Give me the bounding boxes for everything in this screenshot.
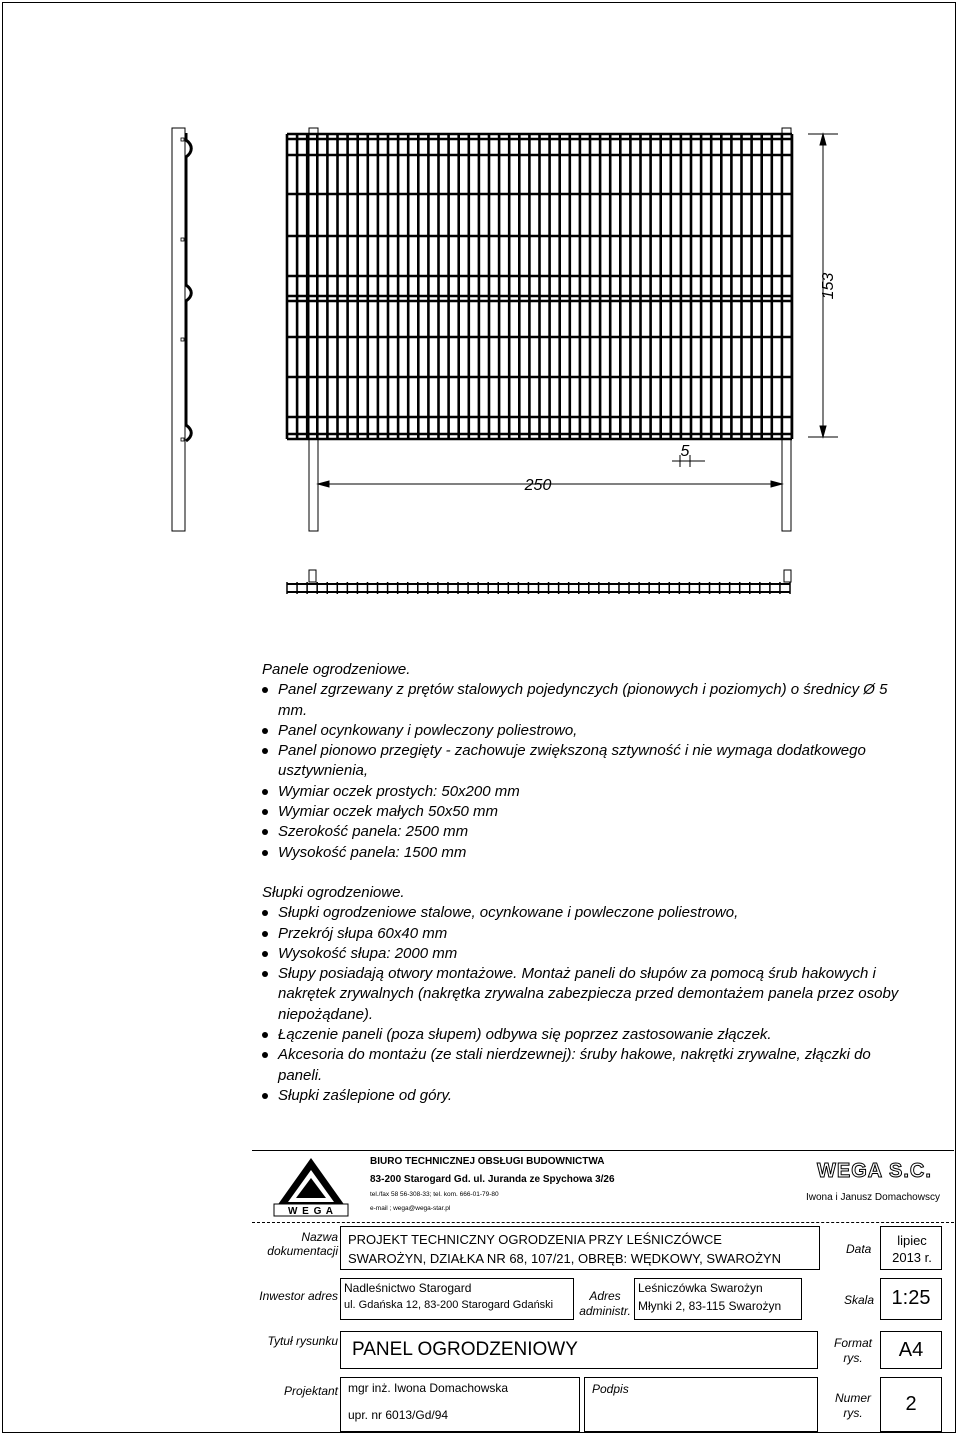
format-label: Format rys. [833, 1336, 872, 1365]
office-name: BIURO TECHNICZNEJ OBSŁUGI BUDOWNICTWA [370, 1156, 605, 1167]
posts-item: Słupki ogrodzeniowe stalowe, ocynkowane i powleczone poliestrowo, [262, 903, 902, 923]
panels-item: Wysokość panela: 1500 mm [262, 843, 902, 863]
number-value: 2 [905, 1393, 917, 1415]
scale-value: 1:25 [891, 1287, 931, 1309]
office-address: 83-200 Starogard Gd. ul. Juranda ze Spychowa 3/26 [370, 1174, 615, 1185]
signature-box [584, 1377, 818, 1432]
drawing-title: PANEL OGRODZENIOWY [352, 1339, 578, 1360]
title-label: Tytuł rysunku [267, 1334, 338, 1348]
brand-logo: WEGA S.C. [817, 1160, 932, 1182]
designer-license: upr. nr 6013/Gd/94 [348, 1408, 449, 1422]
panels-item: Szerokość panela: 2500 mm [262, 822, 902, 842]
panel-mesh [287, 134, 792, 439]
mesh-dimension-label: 5 [680, 443, 690, 460]
panel-drawing [0, 0, 960, 640]
panels-list [262, 680, 902, 863]
posts-heading: Słupki ogrodzeniowe. [262, 883, 405, 901]
svg-text:W E G A: W E G A [287, 1206, 335, 1217]
designer-label: Projektant [283, 1384, 338, 1398]
width-dimension-label: 250 [524, 477, 552, 494]
date-label: Data [846, 1242, 872, 1256]
scale-label: Skala [844, 1293, 875, 1307]
height-dimension-label: 153 [820, 272, 837, 300]
investor-label: Inwestor adres [259, 1289, 338, 1303]
side-post [172, 128, 185, 531]
panels-item: Wymiar oczek małych 50x50 mm [262, 802, 902, 822]
owners: Iwona i Janusz Domachowscy [806, 1192, 940, 1203]
specification-text [262, 660, 902, 1106]
number-label: Numer rys. [834, 1391, 871, 1420]
plan-view [287, 570, 791, 594]
posts-item: Przekrój słupa 60x40 mm [262, 924, 902, 944]
posts-item: Łączenie paneli (poza słupem) odbywa się poprzez zastosowanie złączek. [262, 1025, 902, 1045]
posts-list [262, 903, 902, 1106]
panels-item: Wymiar oczek prostych: 50x200 mm [262, 782, 902, 802]
doc-name-line2: SWAROŻYN, DZIAŁKA NR 68, 107/21, OBRĘB: WĘDKOWY, SWAROŻYN [348, 1251, 781, 1266]
investor-name: Nadleśnictwo Starogard [344, 1281, 472, 1295]
panels-item: Panel pionowo przegięty - zachowuje zwiększoną sztywność i nie wymaga dodatkowego usztywnienia, [262, 741, 902, 782]
wega-logo [272, 1156, 350, 1218]
doc-name-label: Nazwa dokumentacji [267, 1230, 338, 1258]
admin-address: Młynki 2, 83-115 Swarożyn [638, 1299, 782, 1313]
office-email: e-mail ; wega@wega-star.pl [370, 1205, 451, 1212]
signature-label: Podpis [592, 1382, 629, 1396]
title-block [252, 1150, 954, 1434]
investor-address: ul. Gdańska 12, 83-200 Starogard Gdański [344, 1299, 554, 1311]
designer-name: mgr inż. Iwona Domachowska [348, 1381, 509, 1395]
side-view [172, 128, 191, 531]
posts-item: Wysokość słupa: 2000 mm [262, 944, 902, 964]
side-panel-profile [186, 133, 191, 441]
format-value: A4 [898, 1339, 924, 1361]
panels-heading: Panele ogrodzeniowe. [262, 661, 411, 678]
date-value: lipiec 2013 r. [892, 1233, 932, 1265]
posts-item: Słupki zaślepione od góry. [262, 1086, 902, 1106]
posts-item: Słupy posiadają otwory montażowe. Montaż paneli do słupów za pomocą śrub hakowych i nakrętek zrywalnych (nakrętka zrywalna zabezpiecza przed demontażem panela przez osoby niepożądane). [262, 964, 902, 1025]
right-post [782, 128, 791, 531]
panels-item: Panel zgrzewany z prętów stalowych pojedynczych (pionowych i poziomych) o średnicy Ø 5 mm. [262, 680, 902, 721]
panels-item: Panel ocynkowany i powleczony poliestrowo, [262, 721, 902, 741]
office-phone: tel./fax 58 56-308-33; tel. kom. 666-01-79-80 [370, 1191, 499, 1198]
doc-name-line1: PROJEKT TECHNICZNY OGRODZENIA PRZY LEŚNICZÓWCE [348, 1232, 722, 1247]
admin-label: Adres administr. [579, 1289, 631, 1318]
admin-name: Leśniczówka Swarożyn [638, 1281, 763, 1295]
posts-item: Akcesoria do montażu (ze stali nierdzewnej): śruby hakowe, nakrętki zrywalne, złączki do paneli. [262, 1045, 902, 1086]
